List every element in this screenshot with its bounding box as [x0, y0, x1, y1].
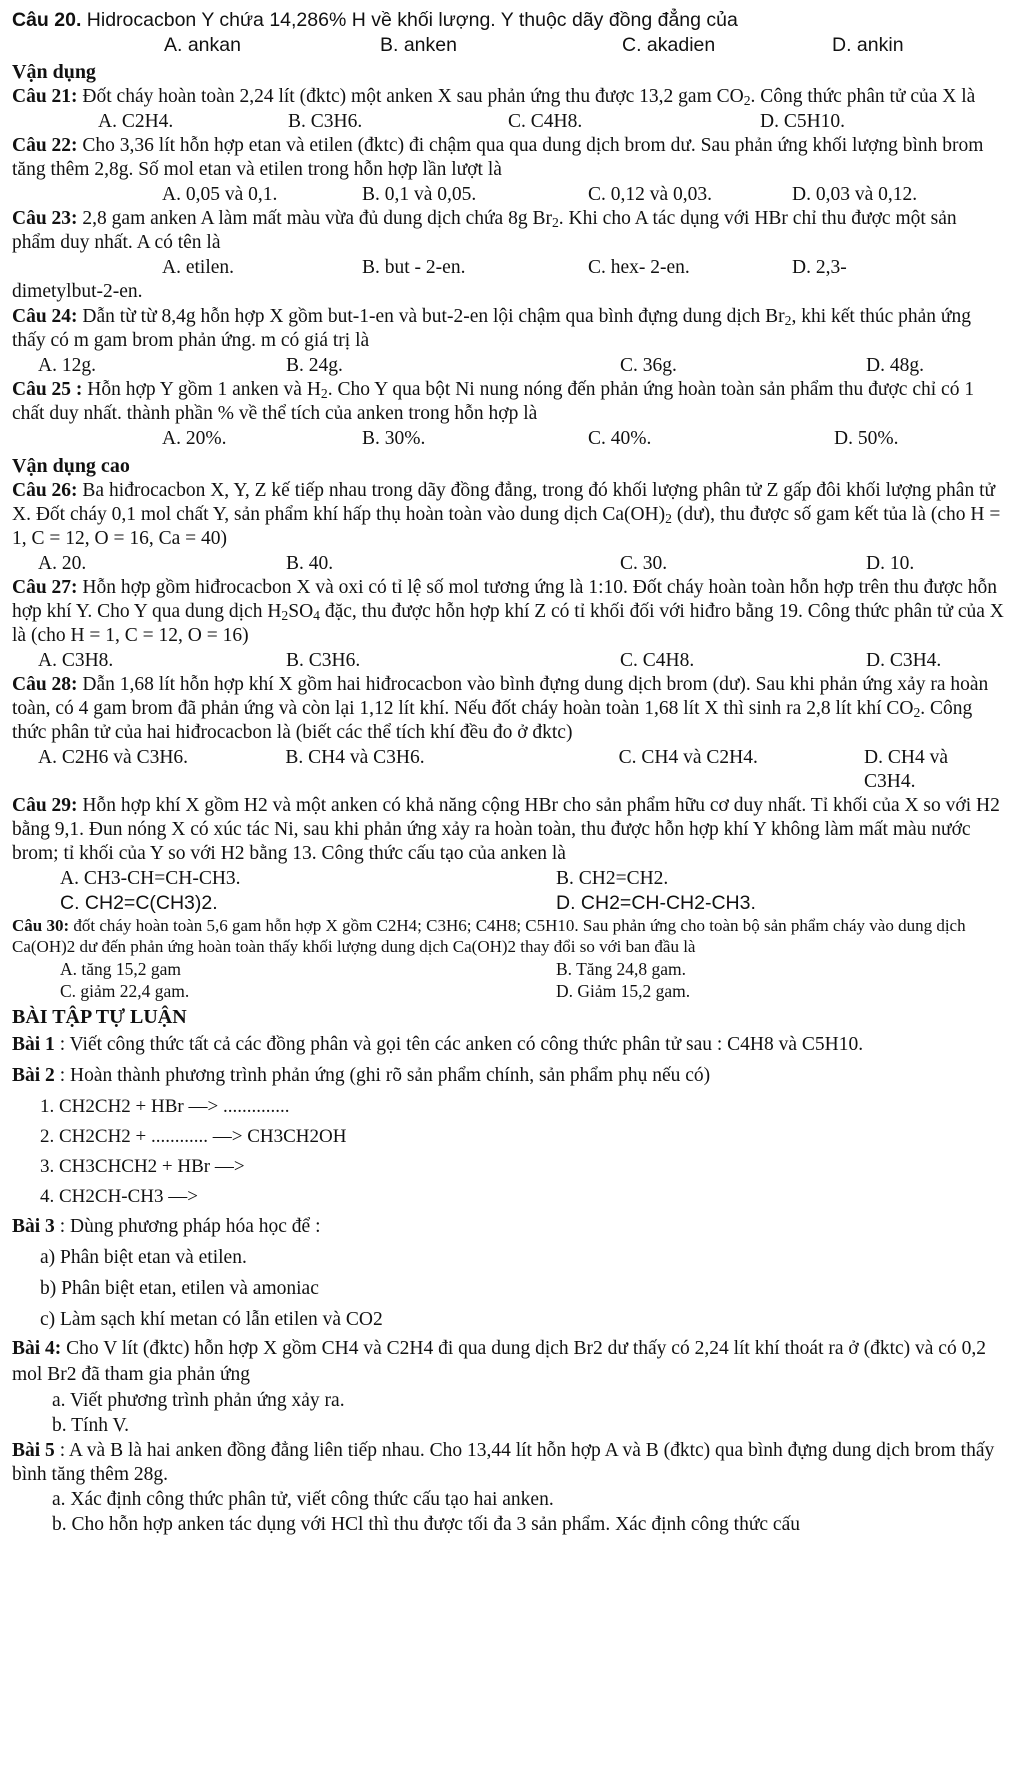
question-30	[12, 915, 1004, 957]
question-23: Câu 23: 2,8 gam anken A làm mất màu vừa đủ dung dịch chứa 8g $Br_2$. Khi cho A tác dụng với HBr chỉ thu được một sản phẩm duy nhất. A có tên là	[12, 208, 957, 253]
section-van-dung-cao: Vận dụng cao	[12, 455, 130, 477]
q22-option-c[interactable]: C. 0,12 và 0,03.	[588, 184, 713, 205]
question-25-text-2: . Cho Y qua bột Ni nung nóng đến phản ứng hoàn toàn sản phẩm thu được chỉ có 1 chất duy nhất. thành phần % về thể tích của anken trong hỗn hợp là	[12, 379, 975, 424]
q27-option-d[interactable]: D. C3H4.	[866, 650, 942, 671]
exercise-2-equation-3: 3. CH3CHCH2 + HBr —>	[40, 1156, 245, 1177]
question-27-text-1: Hỗn hợp gồm hiđrocacbon X và oxi có tỉ lệ số mol tương ứng là 1:10. Đốt cháy hoàn toàn hỗn hợp trên thu được hỗn hợp khí Y. Cho Y qua dung dịch H	[12, 577, 997, 622]
question-21-label: Câu 21:	[12, 86, 78, 107]
question-25: Câu 25 : Hỗn hợp Y gồm 1 anken và $H_2$. Cho Y qua bột Ni nung nóng đến phản ứng hoàn toàn sản phẩm thu được chỉ có 1 chất duy nhất. thành phần % về thể tích của anken trong hỗn hợp là	[12, 379, 975, 424]
question-24-text-2: , khi kết thúc phản ứng thấy có m gam brom phản ứng. m có giá trị là	[12, 306, 971, 351]
q20-option-d[interactable]: D. ankin	[832, 34, 904, 56]
q23-option-c[interactable]: C. hex- 2-en.	[588, 257, 690, 278]
q20-option-c[interactable]: C. akadien	[622, 34, 716, 56]
question-23-text-2: . Khi cho A tác dụng với HBr chỉ thu được một sản phẩm duy nhất. A có tên là	[12, 208, 957, 253]
exercise-5-part-b: b. Cho hỗn hợp anken tác dụng với HCl thì thu được tối đa 3 sản phẩm. Xác định công thức cấu	[52, 1514, 800, 1535]
q20-option-a[interactable]: A. ankan	[164, 34, 241, 56]
q26-option-b[interactable]: B. 40.	[286, 553, 334, 574]
q29-option-a[interactable]: A. CH3-CH=CH-CH3.	[60, 868, 241, 889]
question-20-options	[12, 33, 1004, 57]
q27-option-b[interactable]: B. C3H6.	[286, 650, 361, 671]
question-21: Câu 21: Đốt cháy hoàn toàn 2,24 lít (đktc) một anken X sau phản ứng thu được 13,2 gam $CO_2$. Công thức phân tử của X là	[12, 86, 976, 108]
q21-option-b[interactable]: B. C3H6.	[288, 111, 363, 132]
question-26: Câu 26: Ba hiđrocacbon X, Y, Z kế tiếp nhau trong dãy đồng đẳng, trong đó khối lượng phân tử Z gấp đôi khối lượng phân tử X. Đốt cháy 0,1 mol chất Y, sản phẩm khí hấp thụ hoàn toàn vào dung dịch $Ca(OH)_2$ (dư), thu được số gam kết tủa là (cho H = 1, C = 12, O = 16, Ca = 40)	[12, 480, 1001, 549]
exercise-3-part-c: c) Làm sạch khí metan có lẫn etilen và CO2	[40, 1309, 383, 1330]
exercise-4-label: Bài 4:	[12, 1338, 62, 1359]
question-25-label: Câu 25 :	[12, 379, 83, 400]
question-28-label: Câu 28:	[12, 674, 78, 695]
exercise-5-text: : A và B là hai anken đồng đẳng liên tiếp nhau. Cho 13,44 lít hỗn hợp A và B (đktc) qua bình đựng dung dịch brom thấy bình tăng thêm 28g.	[12, 1440, 995, 1485]
exercise-2-equation-4: 4. CH2CH-CH3 —>	[40, 1186, 198, 1207]
exercise-4	[12, 1336, 1004, 1388]
q22-option-d[interactable]: D. 0,03 và 0,12.	[792, 184, 918, 205]
question-28-text-2: . Công thức phân tử của hai hiđrocacbon là (biết các thể tích khí đều đo ở đktc)	[12, 698, 973, 743]
question-24-text-1: Dẫn từ từ 8,4g hỗn hợp X gồm but-1-en và but-2-en lội chậm qua bình đựng dung dịch Br	[77, 306, 785, 327]
question-20-text: Hidrocacbon Y chứa 14,286% H về khối lượng. Y thuộc dãy đồng đẳng của	[86, 9, 738, 31]
exercise-2-text: : Hoàn thành phương trình phản ứng (ghi rõ sản phẩm chính, sản phẩm phụ nếu có)	[54, 1065, 711, 1086]
q29-option-d[interactable]: D. CH2=CH-CH2-CH3.	[556, 892, 756, 914]
q30-option-d[interactable]: D. Giảm 15,2 gam.	[556, 981, 691, 1001]
question-25-text-1: Hỗn hợp Y gồm 1 anken và H	[82, 379, 321, 400]
exercise-3-text: : Dùng phương pháp hóa học để :	[54, 1216, 321, 1237]
q25-option-c[interactable]: C. 40%.	[588, 428, 652, 449]
section-van-dung: Vận dụng	[12, 61, 96, 83]
q23-option-a[interactable]: A. etilen.	[162, 257, 235, 278]
exercise-2	[12, 1061, 1004, 1091]
q24-option-d[interactable]: D. 48g.	[866, 355, 924, 376]
exercise-2-equation-2: 2. CH2CH2 + ............ —> CH3CH2OH	[40, 1126, 347, 1147]
exercise-3-label: Bài 3	[12, 1216, 55, 1237]
question-22	[12, 134, 1004, 182]
exercise-3-part-a: a) Phân biệt etan và etilen.	[40, 1247, 247, 1268]
exercise-1-text: : Viết công thức tất cả các đồng phân và gọi tên các anken có công thức phân tử sau : C4H8 và C5H10.	[54, 1034, 864, 1055]
question-20	[12, 8, 1004, 32]
exercise-3-part-b: b) Phân biệt etan, etilen và amoniac	[40, 1278, 319, 1299]
question-27-label: Câu 27:	[12, 577, 78, 598]
q26-option-c[interactable]: C. 30.	[620, 553, 668, 574]
q21-option-d[interactable]: D. C5H10.	[760, 111, 846, 132]
exercise-5-part-a: a. Xác định công thức phân tử, viết công thức cấu tạo hai anken.	[52, 1489, 554, 1510]
question-30-text: đốt cháy hoàn toàn 5,6 gam hỗn hợp X gồm C2H4; C3H6; C4H8; C5H10. Sau phản ứng cho toàn bộ sản phẩm cháy vào dung dịch Ca(OH)2 dư đến phản ứng hoàn toàn thấy khối lượng dung dịch Ca(OH)2 thay đổi so với ban đầu là	[12, 916, 966, 956]
exercise-2-label: Bài 2	[12, 1065, 55, 1086]
exercise-5	[12, 1439, 1004, 1487]
question-26-options	[12, 552, 1004, 576]
question-29	[12, 794, 1004, 866]
exercise-5-label: Bài 5	[12, 1440, 55, 1461]
q27-option-a[interactable]: A. C3H8.	[38, 650, 114, 671]
question-21-options	[12, 110, 1004, 134]
question-27-options	[12, 649, 1004, 673]
q22-option-a[interactable]: A. 0,05 và 0,1.	[162, 184, 278, 205]
question-21-text-2: . Công thức phân tử của X là	[750, 86, 976, 107]
q26-option-d[interactable]: D. 10.	[866, 553, 915, 574]
q25-option-d[interactable]: D. 50%.	[834, 428, 899, 449]
question-28-text-1: Dẫn 1,68 lít hỗn hợp khí X gồm hai hiđrocacbon vào bình đựng dung dịch brom (dư). Sau khi phản ứng xảy ra hoàn toàn, có 4 gam brom đã phản ứng và còn lại 1,12 lít khí. Nếu đốt cháy hoàn toàn 1,68 lít X thì sinh ra 2,8 lít khí CO	[12, 674, 989, 719]
q21-option-a[interactable]: A. C2H4.	[98, 111, 174, 132]
q30-option-a[interactable]: A. tăng 15,2 gam	[60, 959, 182, 979]
question-26-text-2: (dư), thu được số gam kết tủa là (cho H = 1, C = 12, O = 16, Ca = 40)	[12, 504, 1001, 549]
question-24-label: Câu 24:	[12, 306, 78, 327]
question-25-options	[12, 427, 1004, 451]
exercise-2-equation-1: 1. CH2CH2 + HBr —> ..............	[40, 1096, 290, 1117]
question-27: Câu 27: Hỗn hợp gồm hiđrocacbon X và oxi có tỉ lệ số mol tương ứng là 1:10. Đốt cháy hoàn toàn hỗn hợp trên thu được hỗn hợp khí Y. Cho Y qua dung dịch $H_2SO_4$ đặc, thu được hỗn hợp khí Z có tỉ khối đối với hiđro bằng 19. Công thức phân tử của X là (cho H = 1, C = 12, O = 16)	[12, 577, 1004, 646]
question-21-text-1: Đốt cháy hoàn toàn 2,24 lít (đktc) một anken X sau phản ứng thu được 13,2 gam CO	[77, 86, 744, 107]
question-27-text-2: SO	[288, 601, 314, 622]
q27-option-c[interactable]: C. C4H8.	[620, 650, 695, 671]
question-29-options	[12, 867, 1004, 915]
q24-option-b[interactable]: B. 24g.	[286, 355, 343, 376]
question-28-options	[12, 746, 1004, 794]
question-22-text: Cho 3,36 lít hỗn hợp etan và etilen (đktc) đi chậm qua qua dung dịch brom dư. Sau phản ứng khối lượng bình brom tăng thêm 2,8g. Số mol etan và etilen trong hỗn hợp lần lượt là	[12, 135, 984, 180]
exercise-1	[12, 1030, 1004, 1060]
question-29-label: Câu 29:	[12, 795, 78, 816]
q29-option-c[interactable]: C. CH2=C(CH3)2.	[60, 892, 218, 914]
question-23-options	[12, 256, 1004, 280]
question-30-label: Câu 30:	[12, 916, 70, 935]
q29-option-b[interactable]: B. CH2=CH2.	[556, 868, 669, 889]
exercise-3	[12, 1212, 1004, 1242]
question-30-options	[12, 958, 1004, 1002]
question-22-options	[12, 183, 1004, 207]
question-24-options	[12, 354, 1004, 378]
q28-option-b[interactable]: B. CH4 và C3H6.	[285, 747, 425, 768]
q24-option-a[interactable]: A. 12g.	[38, 355, 96, 376]
question-23-text-1: 2,8 gam anken A làm mất màu vừa đủ dung dịch chứa 8g Br	[77, 208, 552, 229]
q30-option-c[interactable]: C. giảm 22,4 gam.	[60, 981, 190, 1001]
q20-option-b[interactable]: B. anken	[380, 34, 457, 56]
q22-option-b[interactable]: B. 0,1 và 0,05.	[362, 184, 477, 205]
exercise-4-text: Cho V lít (đktc) hỗn hợp X gồm CH4 và C2H4 đi qua dung dịch Br2 dư thấy có 2,24 lít khí thoát ra ở (đktc) và có 0,2 mol Br2 đã tham gia phản ứng	[12, 1338, 986, 1385]
q30-option-b[interactable]: B. Tăng 24,8 gam.	[556, 959, 686, 979]
q26-option-a[interactable]: A. 20.	[38, 553, 87, 574]
q21-option-c[interactable]: C. C4H8.	[508, 111, 583, 132]
q25-option-a[interactable]: A. 20%.	[162, 428, 227, 449]
section-tu-luan: BÀI TẬP TỰ LUẬN	[12, 1006, 187, 1028]
exercise-4-part-a: a. Viết phương trình phản ứng xảy ra.	[52, 1390, 345, 1411]
question-27-text-3: đặc, thu được hỗn hợp khí Z có tỉ khối đối với hiđro bằng 19. Công thức phân tử của X là (cho H = 1, C = 12, O = 16)	[12, 601, 1004, 646]
question-20-label: Câu 20.	[12, 9, 82, 31]
question-23-label: Câu 23:	[12, 208, 78, 229]
exercise-1-label: Bài 1	[12, 1034, 55, 1055]
question-28: Câu 28: Dẫn 1,68 lít hỗn hợp khí X gồm hai hiđrocacbon vào bình đựng dung dịch brom (dư). Sau khi phản ứng xảy ra hoàn toàn, có 4 gam brom đã phản ứng và còn lại 1,12 lít khí. Nếu đốt cháy hoàn toàn 1,68 lít X thì sinh ra 2,8 lít khí $CO_2$. Công thức phân tử của hai hiđrocacbon là (biết các thể tích khí đều đo ở đktc)	[12, 674, 989, 743]
question-22-label: Câu 22:	[12, 135, 78, 156]
q23-option-d[interactable]: D. 2,3-	[792, 257, 847, 278]
q28-option-d[interactable]: D. CH4 và C3H4.	[864, 747, 948, 792]
question-29-text: Hỗn hợp khí X gồm H2 và một anken có khả năng cộng HBr cho sản phẩm hữu cơ duy nhất. Tỉ khối của X so với H2 bằng 9,1. Đun nóng X có xúc tác Ni, sau khi phản ứng xảy ra hoàn toàn, thu được hỗn hợp khí Y không làm mất màu nước brom; tỉ khối của Y so với H2 bằng 13. Công thức cấu tạo của anken là	[12, 795, 1000, 864]
question-26-label: Câu 26:	[12, 480, 78, 501]
q28-option-c[interactable]: C. CH4 và C2H4.	[618, 747, 758, 768]
question-24: Câu 24: Dẫn từ từ 8,4g hỗn hợp X gồm but-1-en và but-2-en lội chậm qua bình đựng dung dịch $Br_2$, khi kết thúc phản ứng thấy có m gam brom phản ứng. m có giá trị là	[12, 306, 971, 351]
q28-option-a[interactable]: A. C2H6 và C3H6.	[38, 747, 189, 768]
q25-option-b[interactable]: B. 30%.	[362, 428, 426, 449]
question-26-text-1: Ba hiđrocacbon X, Y, Z kế tiếp nhau trong dãy đồng đẳng, trong đó khối lượng phân tử Z gấp đôi khối lượng phân tử X. Đốt cháy 0,1 mol chất Y, sản phẩm khí hấp thụ hoàn toàn vào dung dịch Ca(OH)	[12, 480, 996, 525]
q24-option-c[interactable]: C. 36g.	[620, 355, 677, 376]
q23-option-d-continued: dimetylbut-2-en.	[12, 281, 143, 302]
q23-option-b[interactable]: B. but - 2-en.	[362, 257, 466, 278]
exercise-4-part-b: b. Tính V.	[52, 1415, 129, 1436]
